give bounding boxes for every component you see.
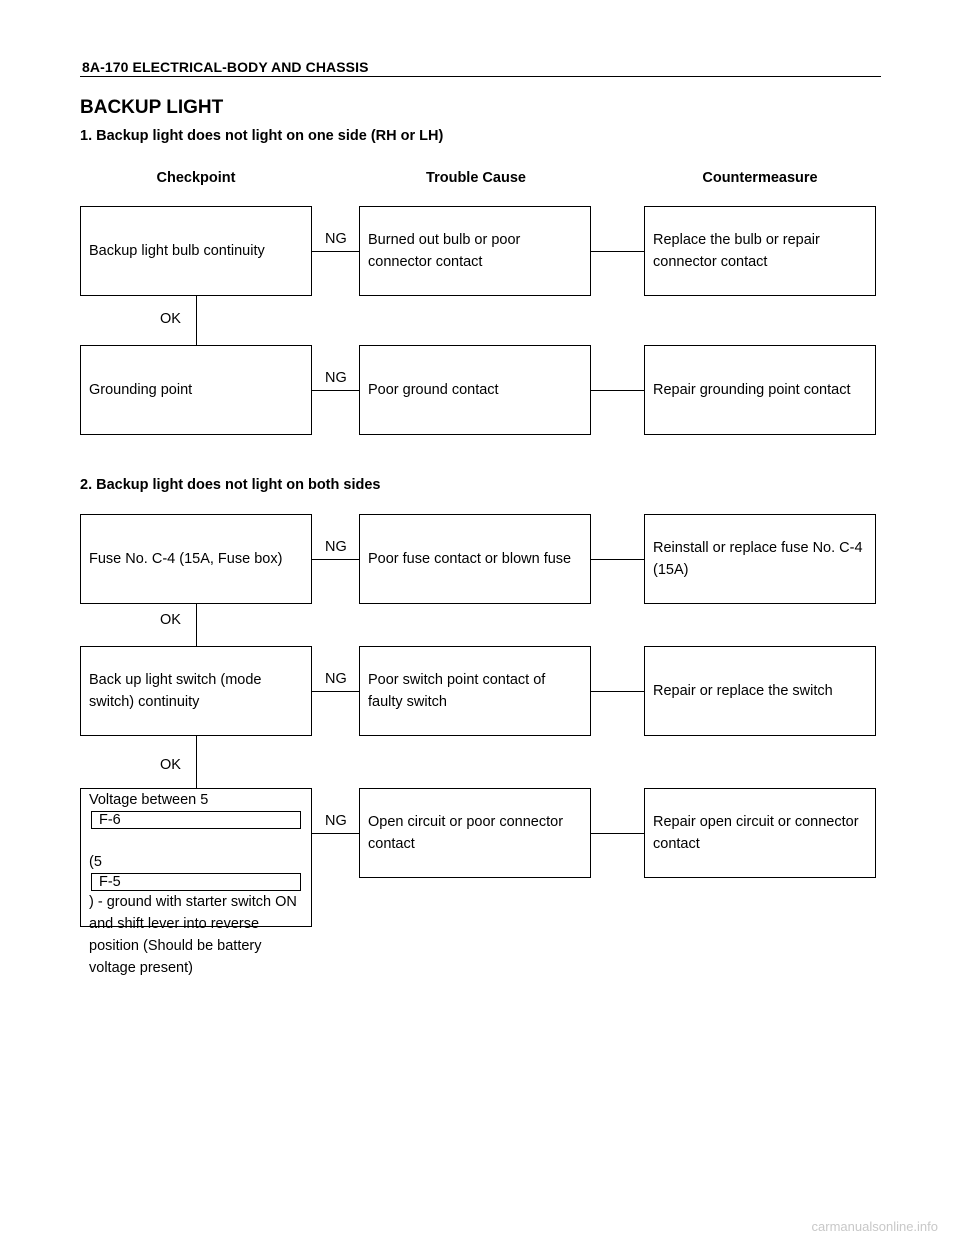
countermeasure-text: Repair or replace the switch <box>653 683 833 699</box>
column-checkpoint: Checkpoint <box>156 170 236 186</box>
header-rule <box>80 76 881 77</box>
ng-label: NG <box>325 671 347 687</box>
trouble-cause-box <box>359 514 591 604</box>
ng-label: NG <box>325 813 347 829</box>
trouble-cause-text: Poor ground contact <box>368 382 499 398</box>
connector-line <box>591 691 644 692</box>
trouble-cause-text: Burned out bulb or poor connector contact <box>368 232 521 270</box>
checkpoint-text <box>89 789 303 979</box>
ng-label: NG <box>325 231 347 247</box>
ng-connector <box>312 390 359 391</box>
ng-connector <box>312 559 359 560</box>
countermeasure-text: Replace the bulb or repair connector contact <box>653 232 820 270</box>
connector-line <box>591 251 644 252</box>
trouble-cause-box <box>359 788 591 878</box>
connector-tag: F-5 <box>91 873 301 891</box>
section2-heading: 2. Backup light does not light on both sides <box>80 477 381 493</box>
countermeasure-text: Repair open circuit or connector contact <box>653 814 859 852</box>
checkpoint-text: Backup light bulb continuity <box>89 243 265 259</box>
trouble-cause-box <box>359 345 591 435</box>
trouble-cause-text: Open circuit or poor connector contact <box>368 814 564 852</box>
page-header: 8A-170 ELECTRICAL-BODY AND CHASSIS <box>82 59 369 75</box>
checkpoint-box <box>80 514 312 604</box>
countermeasure-box <box>644 788 876 878</box>
ng-label: NG <box>325 370 347 386</box>
connector-line <box>591 390 644 391</box>
ok-label: OK <box>160 612 181 628</box>
connector-line <box>591 559 644 560</box>
countermeasure-box <box>644 206 876 296</box>
ok-connector <box>196 296 197 345</box>
ok-connector <box>196 604 197 646</box>
checkpoint-box <box>80 646 312 736</box>
section1-heading: 1. Backup light does not light on one side (RH or LH) <box>80 128 444 144</box>
trouble-cause-text: Poor switch point contact of faulty switch <box>368 672 546 710</box>
countermeasure-box <box>644 514 876 604</box>
ng-connector <box>312 251 359 252</box>
checkpoint-text: Grounding point <box>89 382 193 398</box>
checkpoint-text-part: Voltage between 5 <box>89 792 209 808</box>
checkpoint-box <box>80 206 312 296</box>
trouble-cause-text: Poor fuse contact or blown fuse <box>368 551 572 567</box>
checkpoint-box <box>80 345 312 435</box>
column-countermeasure: Countermeasure <box>702 170 818 186</box>
checkpoint-text: Back up light switch (mode switch) continuity <box>89 672 262 710</box>
countermeasure-box <box>644 646 876 736</box>
ng-connector <box>312 833 359 834</box>
checkpoint-text: Fuse No. C-4 (15A, Fuse box) <box>89 551 283 567</box>
countermeasure-text: Reinstall or replace fuse No. C-4 (15A) <box>653 540 863 578</box>
checkpoint-text-part: (5 <box>89 854 102 870</box>
countermeasure-box <box>644 345 876 435</box>
ok-label: OK <box>160 311 181 327</box>
trouble-cause-box <box>359 206 591 296</box>
watermark-text: carmanualsonline.info <box>811 1219 938 1234</box>
ng-connector <box>312 691 359 692</box>
page-title: BACKUP LIGHT <box>80 97 224 118</box>
connector-tag: F-6 <box>91 811 301 829</box>
column-trouble-cause: Trouble Cause <box>426 170 526 186</box>
ng-label: NG <box>325 539 347 555</box>
trouble-cause-box <box>359 646 591 736</box>
checkpoint-box <box>80 788 312 976</box>
checkpoint-text-part: ) - ground with starter switch ON and shift lever into reverse position (Should be battery voltage present) <box>89 894 297 976</box>
connector-line <box>591 833 644 834</box>
ok-label: OK <box>160 757 181 773</box>
ok-connector <box>196 736 197 788</box>
countermeasure-text: Repair grounding point contact <box>653 382 851 398</box>
